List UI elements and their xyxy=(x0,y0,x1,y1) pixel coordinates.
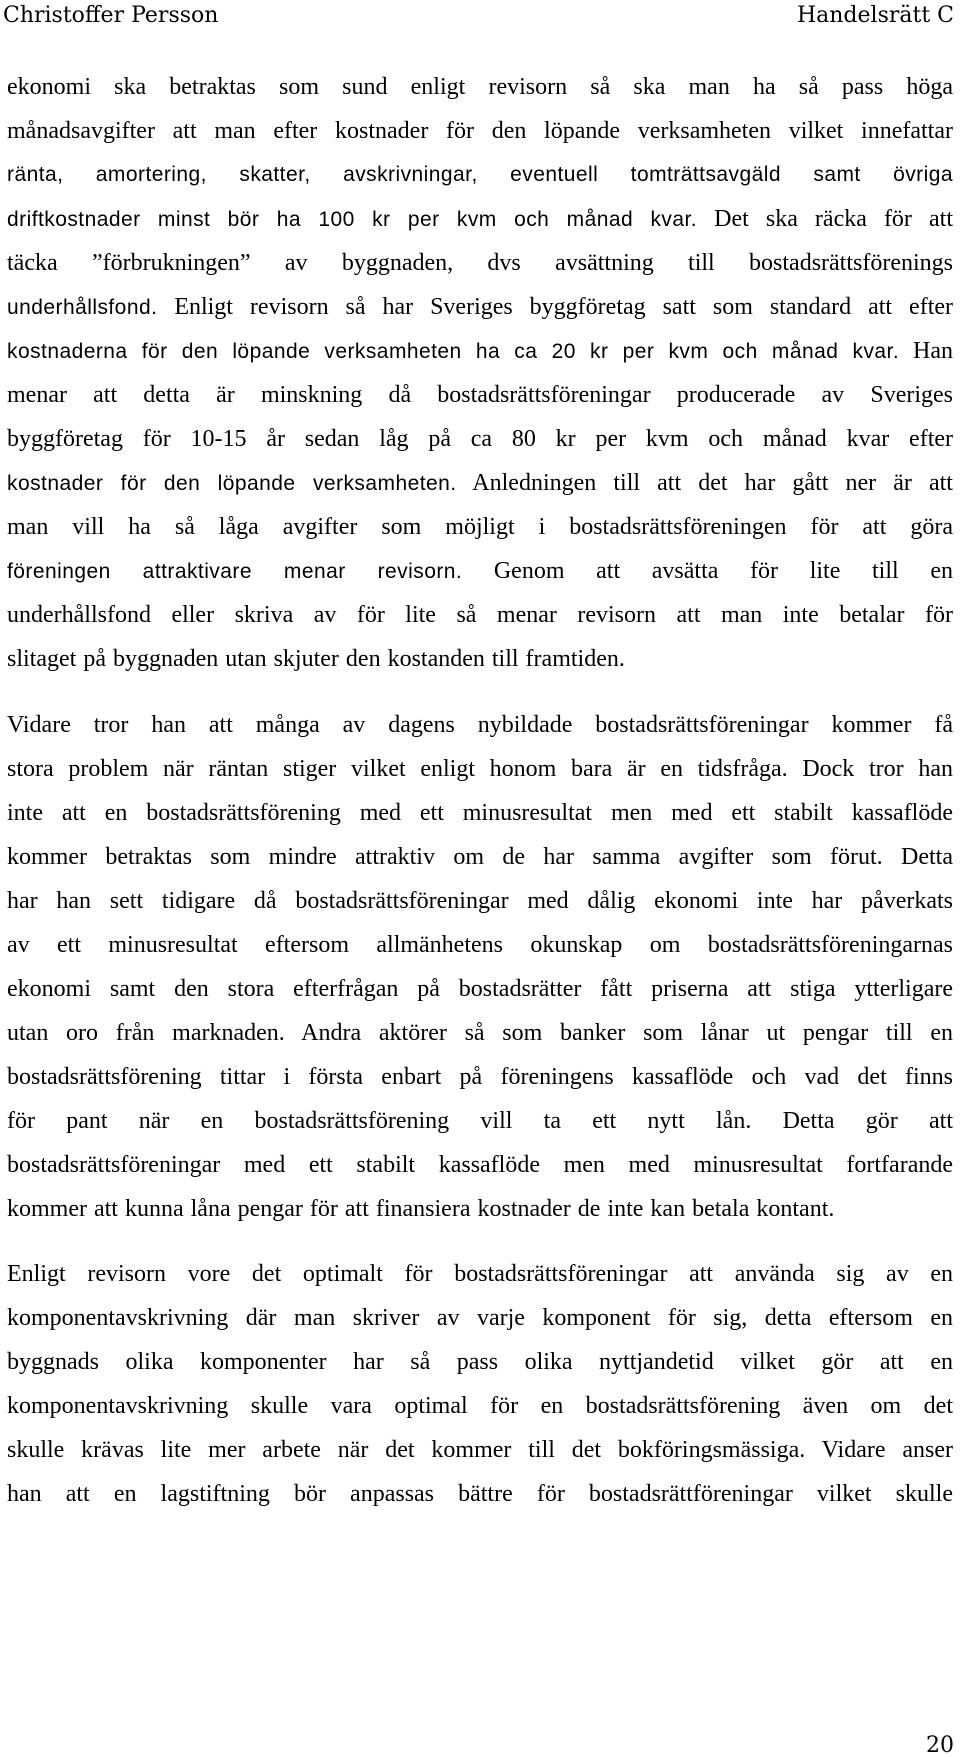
text-line: bostadsrättsförening tittar i första enbart på föreningens kassaflöde och vad det finns xyxy=(7,1064,953,1090)
text-line: av ett minusresultat eftersom allmänhetens okunskap om bostadsrättsföreningarnas xyxy=(7,932,953,958)
text-line: föreningen attraktivare menar revisorn. Genom att avsätta för lite till en xyxy=(7,558,953,584)
text-line: stora problem när räntan stiger vilket enligt honom bara är en tidsfråga. Dock tror han xyxy=(7,756,953,782)
text-line: menar att detta är minskning då bostadsrättsföreningar producerade av Sveriges xyxy=(7,382,953,408)
header-author: Christoffer Persson xyxy=(3,3,219,28)
header-course: Handelsrätt C xyxy=(796,3,954,28)
text-line: Enligt revisorn vore det optimalt för bostadsrättsföreningar att använda sig av en xyxy=(7,1261,953,1287)
text-line: underhållsfond. Enligt revisorn så har Sveriges byggföretag satt som standard att efter xyxy=(7,294,953,320)
text-line: ränta, amortering, skatter, avskrivningar, eventuell tomträttsavgäld samt övriga xyxy=(7,163,953,186)
text-line: kostnaderna för den löpande verksamheten ha ca 20 kr per kvm och månad kvar. Han xyxy=(7,338,953,364)
text-line: för pant när en bostadsrättsförening vill ta ett nytt lån. Detta gör att xyxy=(7,1108,953,1134)
text-line: inte att en bostadsrättsförening med ett minusresultat men med ett stabilt kassaflöde xyxy=(7,800,953,826)
text-line: täcka ”förbrukningen” av byggnaden, dvs avsättning till bostadsrättsförenings xyxy=(7,250,953,276)
text-line: bostadsrättsföreningar med ett stabilt kassaflöde men med minusresultat fortfarande xyxy=(7,1152,953,1178)
text-line: driftkostnader minst bör ha 100 kr per kvm och månad kvar. Det ska räcka för att xyxy=(7,206,953,232)
text-line: ekonomi samt den stora efterfrågan på bostadsrätter fått priserna att stiga ytterligare xyxy=(7,976,953,1002)
text-line: utan oro från marknaden. Andra aktörer så som banker som lånar ut pengar till en xyxy=(7,1020,953,1046)
text-line: komponentavskrivning skulle vara optimal för en bostadsrättsförening även om det xyxy=(7,1393,953,1419)
text-line: byggnads olika komponenter har så pass olika nyttjandetid vilket gör att en xyxy=(7,1349,953,1375)
text-line: kommer betraktas som mindre attraktiv om de har samma avgifter som förut. Detta xyxy=(7,844,953,870)
text-line: han att en lagstiftning bör anpassas bättre för bostadsrättföreningar vilket skulle xyxy=(7,1481,953,1507)
text-line: komponentavskrivning där man skriver av varje komponent för sig, detta eftersom en xyxy=(7,1305,953,1331)
text-line: kommer att kunna låna pengar för att finansiera kostnader de inte kan betala kontant. xyxy=(7,1196,835,1222)
text-line: man vill ha så låga avgifter som möjligt i bostadsrättsföreningen för att göra xyxy=(7,514,953,540)
text-line: skulle krävas lite mer arbete när det kommer till det bokföringsmässiga. Vidare anser xyxy=(7,1437,953,1463)
text-line: har han sett tidigare då bostadsrättsföreningar med dålig ekonomi inte har påverkats xyxy=(7,888,953,914)
text-line: ekonomi ska betraktas som sund enligt revisorn så ska man ha så pass höga xyxy=(7,74,953,100)
text-line: kostnader för den löpande verksamheten. Anledningen till att det har gått ner är att xyxy=(7,470,953,496)
text-line: slitaget på byggnaden utan skjuter den kostanden till framtiden. xyxy=(7,646,625,672)
page-number: 20 xyxy=(926,1733,954,1757)
text-line: Vidare tror han att många av dagens nybildade bostadsrättsföreningar kommer få xyxy=(7,712,953,738)
text-line: månadsavgifter att man efter kostnader för den löpande verksamheten vilket innefattar xyxy=(7,118,953,144)
paragraph-2 xyxy=(7,703,953,1231)
paragraph-3 xyxy=(7,1252,953,1516)
paragraph-1 xyxy=(7,65,953,681)
text-line: underhållsfond eller skriva av för lite så menar revisorn att man inte betalar för xyxy=(7,602,953,628)
text-line: byggföretag för 10-15 år sedan låg på ca 80 kr per kvm och månad kvar efter xyxy=(7,426,953,452)
